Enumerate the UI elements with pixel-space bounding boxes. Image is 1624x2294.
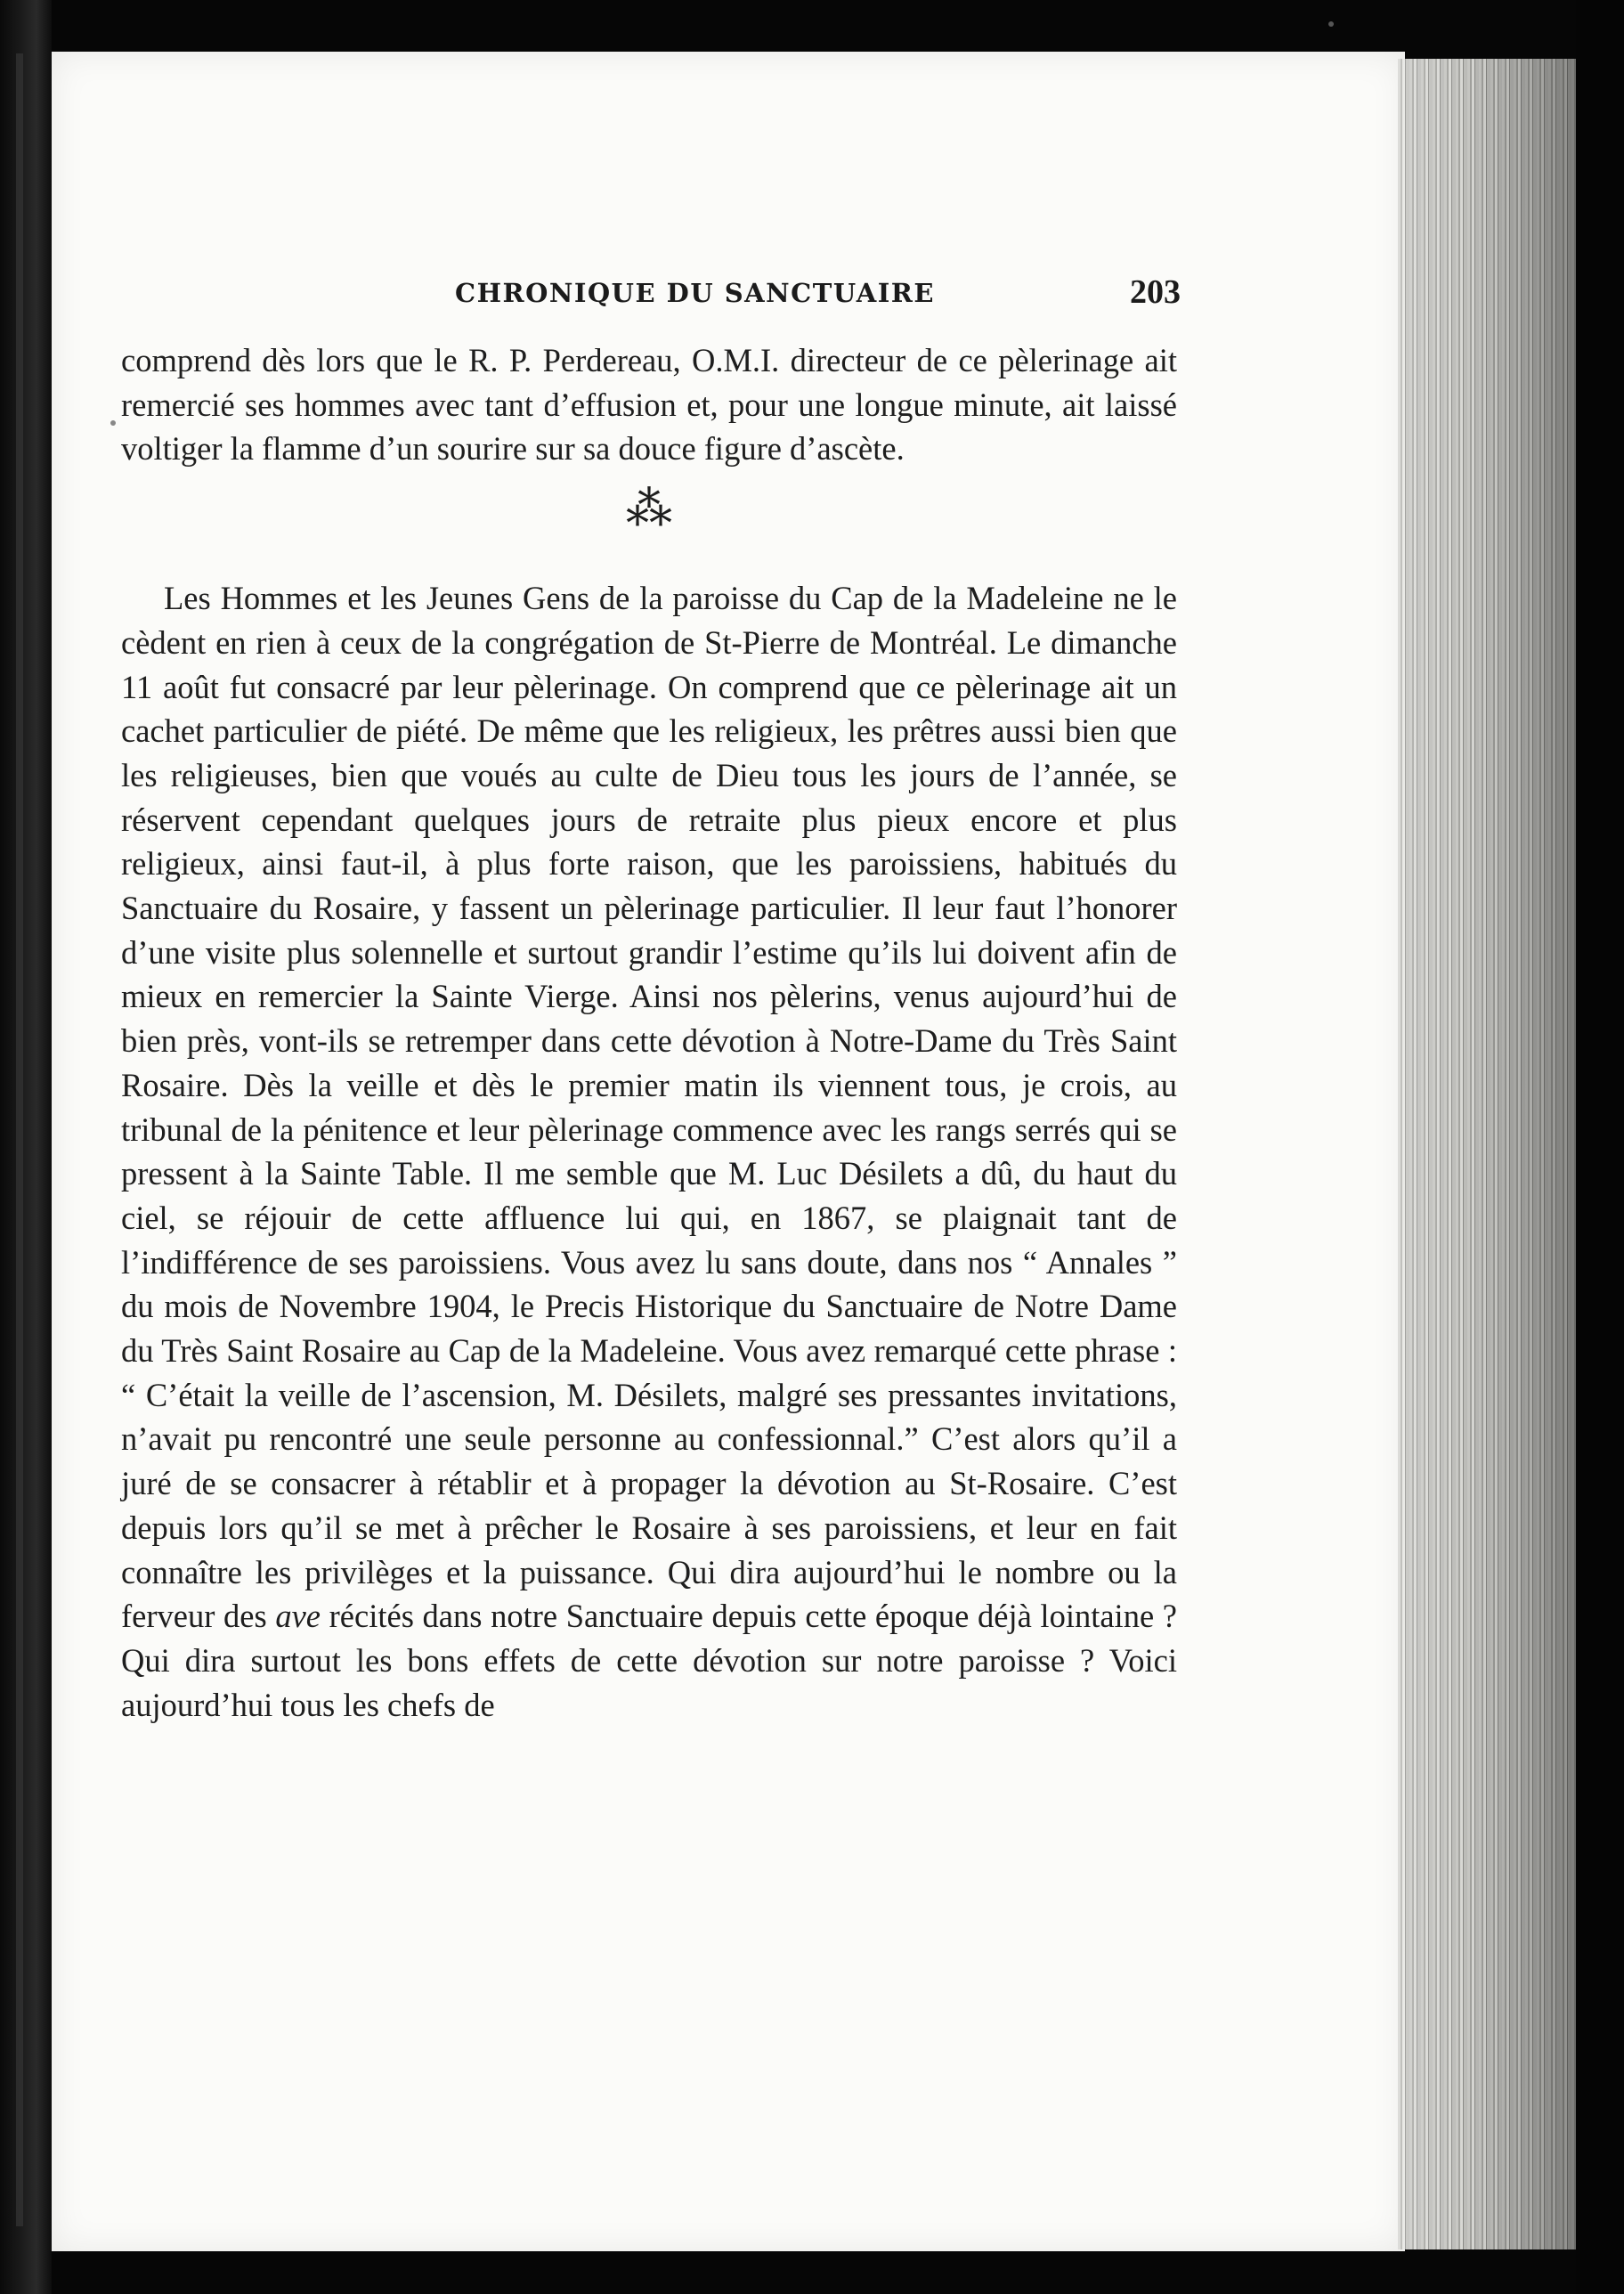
page-number: 203 xyxy=(1130,273,1181,311)
asterism-glyph: ⁂ xyxy=(626,483,672,537)
running-title: CHRONIQUE DU SANCTUAIRE xyxy=(455,278,935,308)
scan-speck xyxy=(1328,21,1334,27)
binding-edge xyxy=(16,53,23,2226)
left-margin-shadow xyxy=(0,0,52,2294)
scan-speck xyxy=(110,420,116,426)
asterism-ornament xyxy=(121,483,1177,537)
paragraph-pilgrimage xyxy=(121,576,1177,1727)
page-header xyxy=(130,267,1181,321)
paragraph-text: Les Hommes et les Jeunes Gens de la paroisse du Cap de la Madeleine ne le cèdent en rien à ceux de la congrégation de St-Pierre de Montréal. Le dimanche 11 août fut consacré par leur pèlerinage. On comprend que ce pèlerinage ait un cachet particulier de piété. De même que les religieux, les prêtres aussi bien que les religieuses, bien que voués au culte de Dieu tous les jours de l’année, se réservent cependant quelques jours de retraite plus pieux encore et plus religieux, ainsi faut-il, à plus forte raison, que les paroissiens, habitués du Sanctuaire du Rosaire, y fassent un pèlerinage particulier. Il leur faut l’honorer d’une visite plus solennelle et surtout grandir l’estime qu’ils lui doivent afin de mieux en remercier la Sainte Vierge. Ainsi nos pèlerins, venus aujourd’hui de bien près, vont-ils se retremper dans cette dévotion à Notre-Dame du Très Saint Rosaire. Dès la veille et dès le premier matin ils viennent tous, je crois, au tribunal de la pénitence et leur pèlerinage commence avec les rangs serrés qui se pressent à la Sainte Table. Il me semble que M. Luc Désilets a dû, du haut du ciel, se réjouir de cette affluence lui qui, en 1867, se plaignait tant de l’indifférence de ses paroissiens. Vous avez lu sans doute, dans nos “ Annales ” du mois de Novembre 1904, le Precis Historique du Sanctuaire de Notre Dame du Très Saint Rosaire au Cap de la Madeleine. Vous avez remarqué cette phrase : “ C’était la veille de l’ascension, M. Désilets, malgré ses pressantes invitations, n’avait pu rencontré une seule personne au confessionnal.” C’est alors qu’il a juré de se consacrer à rétablir et à propager la dévotion au St-Rosaire. C’est depuis lors qu’il se met à prêcher le Rosaire à ses paroissiens, et leur en fait connaître les privilèges et la puissance. Qui dira aujourd’hui le nombre ou la ferveur des xyxy=(121,580,1177,1635)
paragraph-text-end: récités dans notre Sanctuaire depuis cette époque déjà lointaine ? Qui dira surtout les bons effets de cette dévotion sur notre paroisse ? Voici aujourd’hui tous les chefs de xyxy=(121,1598,1178,1723)
right-margin-shadow xyxy=(1576,0,1624,2294)
section-separator xyxy=(121,471,1177,576)
italic-word: ave xyxy=(275,1598,321,1635)
page-edges-shading xyxy=(1398,59,1576,2249)
page-body xyxy=(121,338,1177,1727)
paragraph-continuation: comprend dès lors que le R. P. Perdereau, O.M.I. directeur de ce pèlerinage ait remercié ses hommes avec tant d’effusion et, pour une longue minute, ait laissé voltiger la flamme d’un sourire sur sa douce figure d’ascète. xyxy=(121,342,1177,468)
